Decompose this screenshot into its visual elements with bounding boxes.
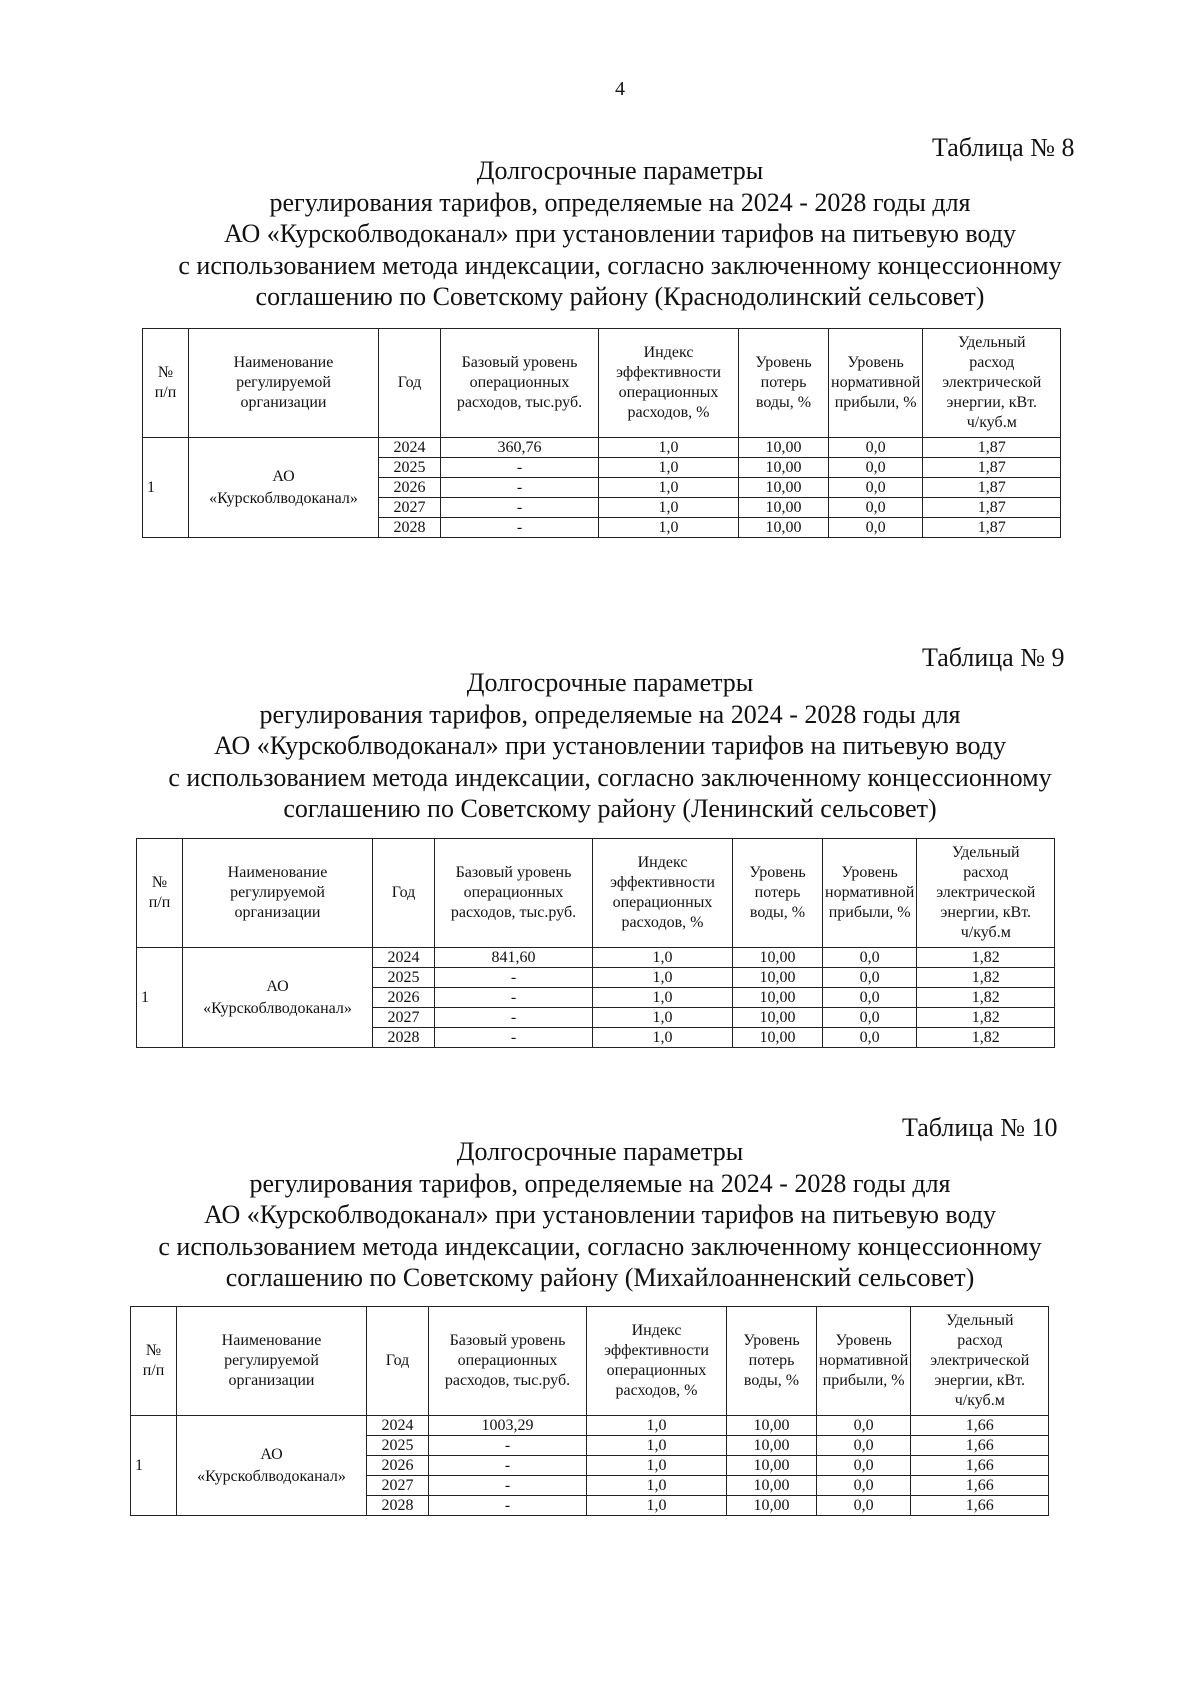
heading-line: соглашению по Советскому району (Краснодолинский сельсовет) — [255, 282, 985, 311]
header-row — [143, 329, 1061, 438]
heading-line: Долгосрочные параметры — [466, 668, 754, 697]
column-header: Индекс эффективности операционных расходов, % — [599, 329, 739, 438]
base-cost-cell: - — [429, 1476, 587, 1496]
energy-consumption-cell: 1,87 — [923, 458, 1061, 478]
energy-consumption-cell: 1,66 — [911, 1456, 1049, 1476]
column-header: Наименование регулируемой организации — [183, 839, 373, 948]
efficiency-index-cell: 1,0 — [599, 458, 739, 478]
heading-line: с использованием метода индексации, согласно заключенному концессионному — [178, 250, 1062, 280]
water-losses-cell: 10,00 — [727, 1416, 817, 1436]
normative-profit-cell: 0,0 — [829, 478, 923, 498]
normative-profit-cell: 0,0 — [829, 498, 923, 518]
column-header: Наименование регулируемой организации — [189, 329, 379, 438]
base-cost-cell: - — [441, 458, 599, 478]
column-header: Уровень нормативной прибыли, % — [817, 1307, 911, 1416]
efficiency-index-cell: 1,0 — [599, 518, 739, 538]
normative-profit-cell: 0,0 — [817, 1436, 911, 1456]
column-header: Год — [367, 1307, 429, 1416]
normative-profit-cell: 0,0 — [829, 438, 923, 458]
heading-line: соглашению по Советскому району (Ленинский сельсовет) — [283, 794, 937, 823]
heading-line: АО «Курскоблводоканал» при установлении тарифов на питьевую воду — [204, 1200, 996, 1229]
heading-line: Долгосрочные параметры — [476, 156, 764, 185]
energy-consumption-cell: 1,82 — [917, 1008, 1055, 1028]
water-losses-cell: 10,00 — [739, 478, 829, 498]
water-losses-cell: 10,00 — [733, 1028, 823, 1048]
water-losses-cell: 10,00 — [733, 968, 823, 988]
water-losses-cell: 10,00 — [727, 1436, 817, 1456]
efficiency-index-cell: 1,0 — [593, 1028, 733, 1048]
year-cell: 2028 — [367, 1496, 429, 1516]
header-row — [137, 839, 1055, 948]
efficiency-index-cell: 1,0 — [587, 1496, 727, 1516]
efficiency-index-cell: 1,0 — [587, 1416, 727, 1436]
water-losses-cell: 10,00 — [733, 1008, 823, 1028]
column-header: Базовый уровень операционных расходов, тыс.руб. — [435, 839, 593, 948]
normative-profit-cell: 0,0 — [823, 968, 917, 988]
efficiency-index-cell: 1,0 — [587, 1476, 727, 1496]
energy-consumption-cell: 1,66 — [911, 1416, 1049, 1436]
organization-name: АО «Курскоблводоканал» — [177, 1416, 367, 1516]
header-row — [131, 1307, 1049, 1416]
year-cell: 2024 — [379, 438, 441, 458]
organization-name: АО «Курскоблводоканал» — [189, 438, 379, 538]
table-row — [137, 948, 1055, 968]
table-label: Таблица № 10 — [902, 1113, 1058, 1142]
year-cell: 2027 — [379, 498, 441, 518]
efficiency-index-cell: 1,0 — [599, 498, 739, 518]
table-row — [131, 1416, 1049, 1436]
heading-line: соглашению по Советскому району (Михайлоанненский сельсовет) — [225, 1263, 975, 1292]
year-cell: 2027 — [367, 1476, 429, 1496]
heading-line: с использованием метода индексации, согласно заключенному концессионному — [168, 762, 1052, 792]
base-cost-cell: - — [435, 1008, 593, 1028]
water-losses-cell: 10,00 — [739, 458, 829, 478]
heading-line: регулирования тарифов, определяемые на 2024 - 2028 годы для — [269, 187, 971, 217]
table-row — [143, 438, 1061, 458]
energy-consumption-cell: 1,66 — [911, 1476, 1049, 1496]
energy-consumption-cell: 1,87 — [923, 518, 1061, 538]
year-cell: 2026 — [373, 988, 435, 1008]
energy-consumption-cell: 1,82 — [917, 948, 1055, 968]
energy-consumption-cell: 1,82 — [917, 968, 1055, 988]
normative-profit-cell: 0,0 — [829, 518, 923, 538]
energy-consumption-cell: 1,66 — [911, 1436, 1049, 1456]
normative-profit-cell: 0,0 — [817, 1476, 911, 1496]
column-header: Базовый уровень операционных расходов, тыс.руб. — [429, 1307, 587, 1416]
water-losses-cell: 10,00 — [739, 438, 829, 458]
year-cell: 2027 — [373, 1008, 435, 1028]
column-header: Наименование регулируемой организации — [177, 1307, 367, 1416]
water-losses-cell: 10,00 — [727, 1456, 817, 1476]
normative-profit-cell: 0,0 — [817, 1416, 911, 1436]
base-cost-cell: 841,60 — [435, 948, 593, 968]
energy-consumption-cell: 1,66 — [911, 1496, 1049, 1516]
page-number: 4 — [615, 78, 625, 100]
energy-consumption-cell: 1,82 — [917, 988, 1055, 1008]
year-cell: 2028 — [373, 1028, 435, 1048]
base-cost-cell: - — [429, 1436, 587, 1456]
efficiency-index-cell: 1,0 — [587, 1436, 727, 1456]
efficiency-index-cell: 1,0 — [593, 968, 733, 988]
efficiency-index-cell: 1,0 — [593, 988, 733, 1008]
parameters-table — [130, 1306, 1049, 1516]
year-cell: 2026 — [379, 478, 441, 498]
normative-profit-cell: 0,0 — [817, 1456, 911, 1476]
base-cost-cell: - — [435, 988, 593, 1008]
column-header: № п/п — [143, 329, 189, 438]
column-header: Год — [379, 329, 441, 438]
table-heading — [160, 155, 1080, 313]
normative-profit-cell: 0,0 — [823, 948, 917, 968]
base-cost-cell: - — [435, 1028, 593, 1048]
table-label: Таблица № 8 — [932, 133, 1075, 162]
table-heading — [140, 1136, 1060, 1294]
column-header: Индекс эффективности операционных расходов, % — [587, 1307, 727, 1416]
normative-profit-cell: 0,0 — [817, 1496, 911, 1516]
energy-consumption-cell: 1,87 — [923, 498, 1061, 518]
efficiency-index-cell: 1,0 — [599, 438, 739, 458]
organization-name: АО «Курскоблводоканал» — [183, 948, 373, 1048]
column-header: Год — [373, 839, 435, 948]
heading-line: АО «Курскоблводоканал» при установлении тарифов на питьевую воду — [224, 219, 1016, 248]
base-cost-cell: 1003,29 — [429, 1416, 587, 1436]
water-losses-cell: 10,00 — [733, 988, 823, 1008]
energy-consumption-cell: 1,87 — [923, 438, 1061, 458]
year-cell: 2025 — [373, 968, 435, 988]
base-cost-cell: - — [429, 1496, 587, 1516]
energy-consumption-cell: 1,87 — [923, 478, 1061, 498]
water-losses-cell: 10,00 — [727, 1496, 817, 1516]
base-cost-cell: - — [441, 518, 599, 538]
column-header: № п/п — [137, 839, 183, 948]
row-number: 1 — [143, 438, 189, 538]
year-cell: 2024 — [367, 1416, 429, 1436]
column-header: № п/п — [131, 1307, 177, 1416]
water-losses-cell: 10,00 — [733, 948, 823, 968]
column-header: Удельный расход электрической энергии, кВт. ч/куб.м — [917, 839, 1055, 948]
base-cost-cell: - — [429, 1456, 587, 1476]
heading-line: регулирования тарифов, определяемые на 2024 - 2028 годы для — [259, 699, 961, 729]
column-header: Удельный расход электрической энергии, кВт. ч/куб.м — [923, 329, 1061, 438]
table-label: Таблица № 9 — [922, 643, 1065, 672]
heading-line: регулирования тарифов, определяемые на 2024 - 2028 годы для — [249, 1168, 951, 1198]
column-header: Уровень потерь воды, % — [733, 839, 823, 948]
efficiency-index-cell: 1,0 — [593, 1008, 733, 1028]
year-cell: 2026 — [367, 1456, 429, 1476]
column-header: Уровень потерь воды, % — [739, 329, 829, 438]
efficiency-index-cell: 1,0 — [593, 948, 733, 968]
heading-line: Долгосрочные параметры — [456, 1137, 744, 1166]
year-cell: 2024 — [373, 948, 435, 968]
column-header: Уровень нормативной прибыли, % — [829, 329, 923, 438]
base-cost-cell: - — [441, 498, 599, 518]
normative-profit-cell: 0,0 — [823, 1028, 917, 1048]
column-header: Уровень потерь воды, % — [727, 1307, 817, 1416]
efficiency-index-cell: 1,0 — [599, 478, 739, 498]
heading-line: АО «Курскоблводоканал» при установлении тарифов на питьевую воду — [214, 731, 1006, 760]
energy-consumption-cell: 1,82 — [917, 1028, 1055, 1048]
base-cost-cell: - — [441, 478, 599, 498]
parameters-table — [142, 328, 1061, 538]
year-cell: 2025 — [367, 1436, 429, 1456]
column-header: Уровень нормативной прибыли, % — [823, 839, 917, 948]
year-cell: 2028 — [379, 518, 441, 538]
normative-profit-cell: 0,0 — [829, 458, 923, 478]
column-header: Удельный расход электрической энергии, кВт. ч/куб.м — [911, 1307, 1049, 1416]
water-losses-cell: 10,00 — [727, 1476, 817, 1496]
column-header: Индекс эффективности операционных расходов, % — [593, 839, 733, 948]
row-number: 1 — [131, 1416, 177, 1516]
table-heading — [150, 667, 1070, 825]
base-cost-cell: - — [435, 968, 593, 988]
row-number: 1 — [137, 948, 183, 1048]
normative-profit-cell: 0,0 — [823, 1008, 917, 1028]
water-losses-cell: 10,00 — [739, 518, 829, 538]
water-losses-cell: 10,00 — [739, 498, 829, 518]
year-cell: 2025 — [379, 458, 441, 478]
base-cost-cell: 360,76 — [441, 438, 599, 458]
heading-line: с использованием метода индексации, согласно заключенному концессионному — [158, 1231, 1042, 1261]
normative-profit-cell: 0,0 — [823, 988, 917, 1008]
efficiency-index-cell: 1,0 — [587, 1456, 727, 1476]
column-header: Базовый уровень операционных расходов, тыс.руб. — [441, 329, 599, 438]
parameters-table — [136, 838, 1055, 1048]
